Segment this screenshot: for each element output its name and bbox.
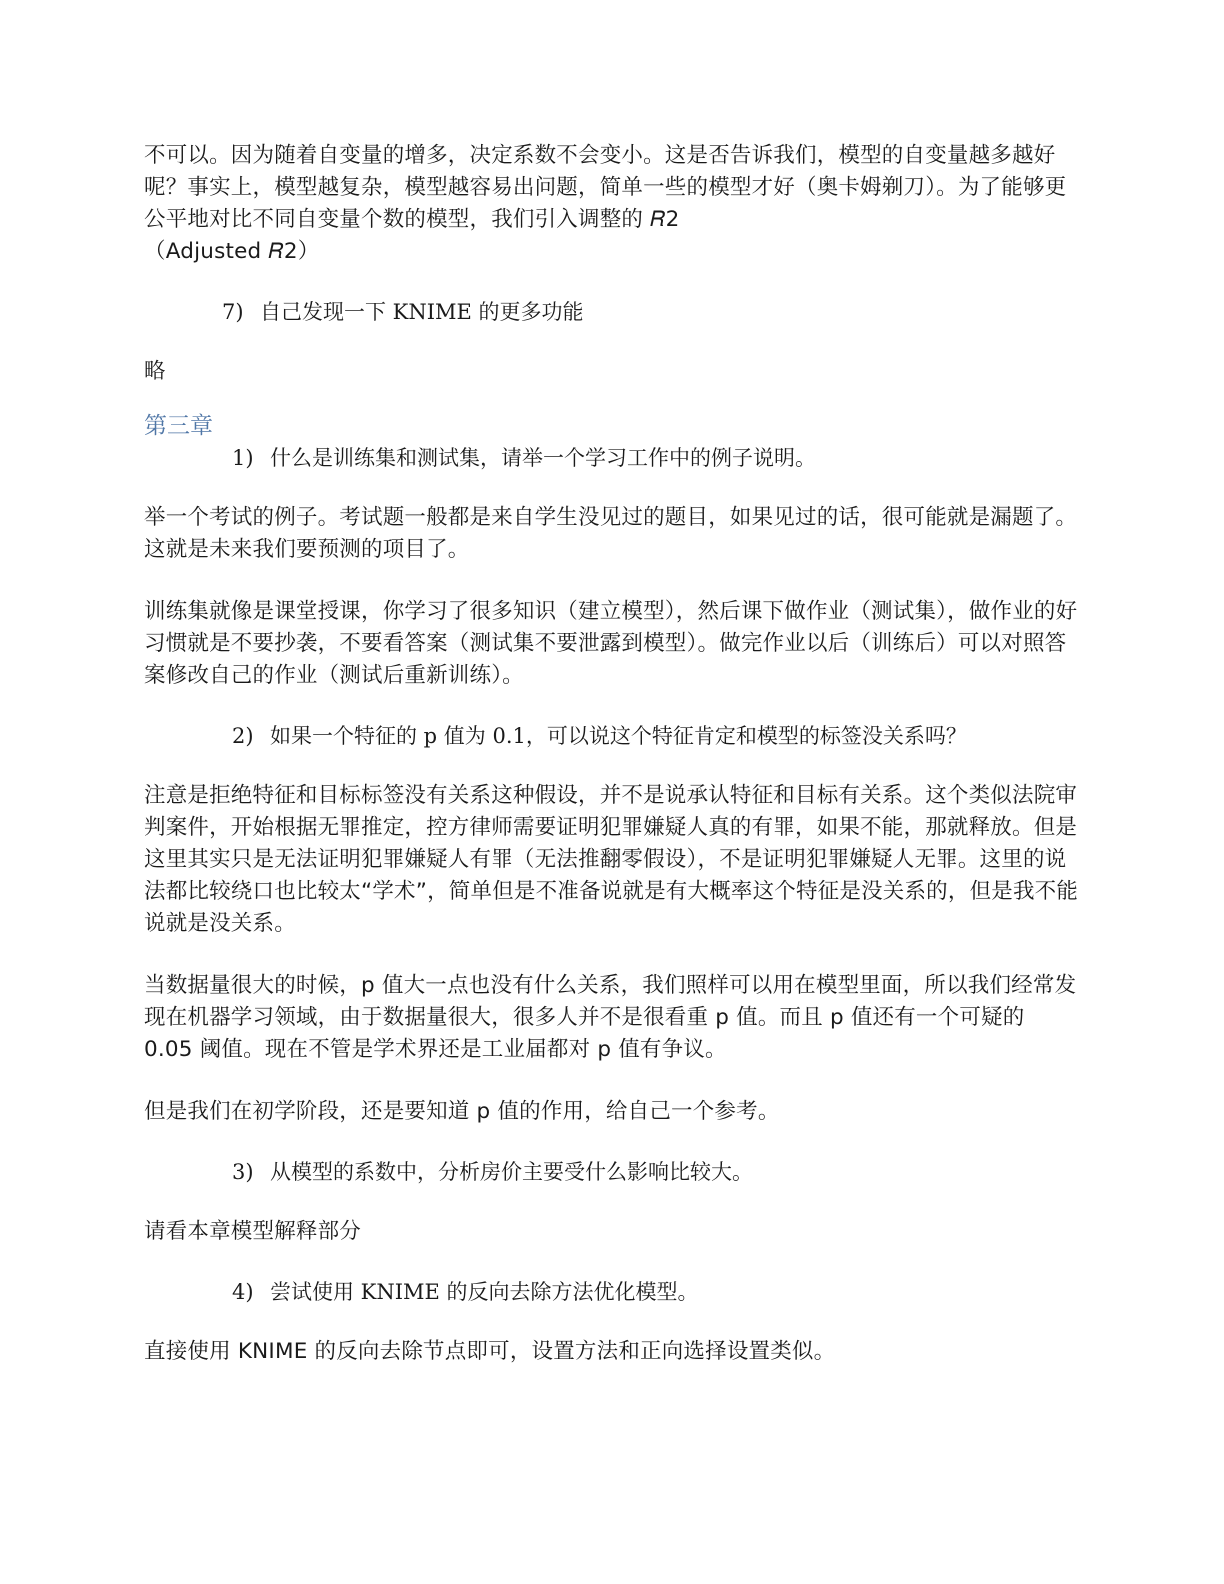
question-text: 什么是训练集和测试集，请举一个学习工作中的例子说明。 — [270, 446, 816, 470]
question-number: 1) — [232, 446, 254, 470]
question-7 — [144, 296, 1080, 328]
chapter-heading: 第三章 — [144, 413, 213, 439]
question-2 — [144, 720, 1080, 752]
answer-3: 请看本章模型解释部分 — [144, 1219, 362, 1244]
paragraph-r2-answer: 不可以。因为随着自变量的增多，决定系数不会变小。这是否告诉我们，模型的自变量越多越好呢？事实上，模型越复杂，模型越容易出问题，简单一些的模型才好（奥卡姆剃刀）。为了能够更公平地对比不同自变量个数的模型，我们引入调整的 𝑅2 — [144, 143, 1067, 232]
question-1 — [144, 442, 1080, 474]
paragraph-adjusted-r2: （Adjusted 𝑅2） — [144, 239, 320, 264]
answer-7: 略 — [144, 359, 166, 384]
answer-2-paragraph-3: 但是我们在初学阶段，还是要知道 p 值的作用，给自己一个参考。 — [144, 1099, 780, 1124]
question-number: 3) — [232, 1160, 254, 1184]
answer-1-paragraph-2: 训练集就像是课堂授课，你学习了很多知识（建立模型），然后课下做作业（测试集），做作业的好习惯就是不要抄袭，不要看答案（测试集不要泄露到模型）。做完作业以后（训练后）可以对照答案修改自己的作业（测试后重新训练）。 — [144, 599, 1078, 688]
question-text: 如果一个特征的 p 值为 0.1，可以说这个特征肯定和模型的标签没关系吗？ — [270, 724, 967, 748]
answer-2-paragraph-2: 当数据量很大的时候，p 值大一点也没有什么关系，我们照样可以用在模型里面，所以我们经常发现在机器学习领域，由于数据量很大，很多人并不是很看重 p 值。而且 p 值还有一个可疑的 0.05 阈值。现在不管是学术界还是工业届都对 p 值有争议。 — [144, 973, 1077, 1062]
answer-1-paragraph-1: 举一个考试的例子。考试题一般都是来自学生没见过的题目，如果见过的话，很可能就是漏题了。这就是未来我们要预测的项目了。 — [144, 505, 1078, 562]
question-number: 2) — [232, 724, 254, 748]
answer-4: 直接使用 KNIME 的反向去除节点即可，设置方法和正向选择设置类似。 — [144, 1339, 836, 1364]
question-text: 自己发现一下 KNIME 的更多功能 — [260, 300, 584, 324]
question-number: 7) — [222, 300, 244, 324]
document-page — [144, 140, 1080, 1368]
question-text: 尝试使用 KNIME 的反向去除方法优化模型。 — [270, 1280, 699, 1304]
question-text: 从模型的系数中，分析房价主要受什么影响比较大。 — [270, 1160, 753, 1184]
question-3 — [144, 1156, 1080, 1188]
question-4 — [144, 1276, 1080, 1308]
question-number: 4) — [232, 1280, 254, 1304]
answer-2-paragraph-1: 注意是拒绝特征和目标标签没有关系这种假设，并不是说承认特征和目标有关系。这个类似法院审判案件，开始根据无罪推定，控方律师需要证明犯罪嫌疑人真的有罪，如果不能，那就释放。但是这里其实只是无法证明犯罪嫌疑人有罪（无法推翻零假设），不是证明犯罪嫌疑人无罪。这里的说法都比较绕口也比较太“学术”，简单但是不准备说就是有大概率这个特征是没关系的，但是我不能说就是没关系。 — [144, 783, 1079, 936]
